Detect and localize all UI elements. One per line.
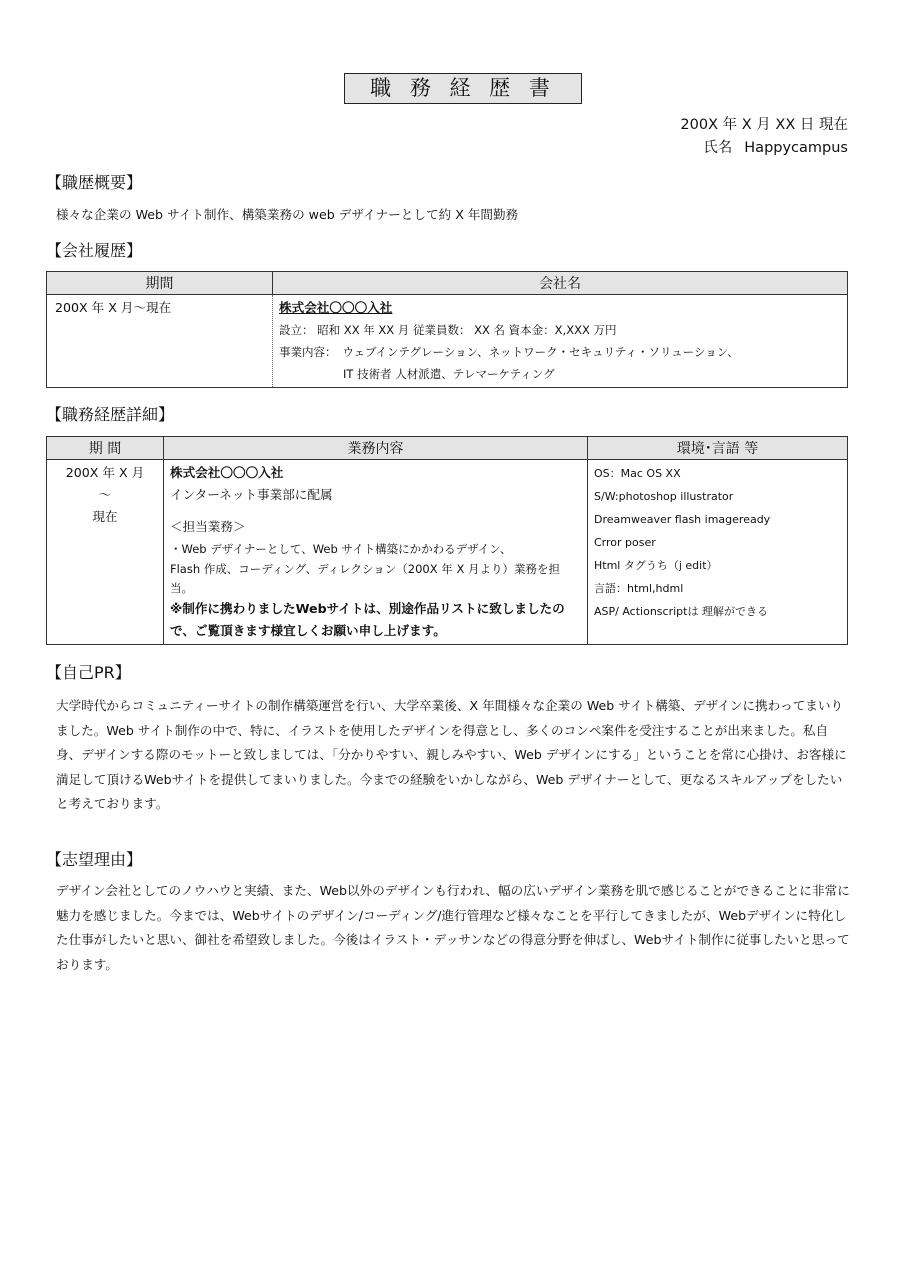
- applicant-name: [703, 136, 848, 157]
- table-row: [47, 460, 848, 645]
- col-work: 業務内容: [164, 437, 588, 460]
- env-item: Dreamweaver flash imageready: [594, 513, 771, 526]
- period-end: 現在: [92, 509, 118, 524]
- company-details: 設立： 昭和 XX 年 XX 月 従業員数： XX 名 資本金：X,XXX 万円: [279, 323, 617, 337]
- name-label: 氏名: [703, 140, 733, 156]
- business-line-1: [279, 341, 841, 363]
- company-cell: [273, 295, 848, 388]
- env-item: OS：Mac OS XX: [594, 467, 681, 480]
- period-tilde: ～: [98, 487, 112, 502]
- motivation-text: デザイン会社としてのノウハウと実績、また、Web以外のデザインも行われ、幅の広いデザイン業務を肌で感じることができることに非常に魅力を感じました。今までは、Webサイトのデザイン/コーディング/進行管理など様々なことを平行してきましたが、Webデザインに特化した仕事がしたいと思い、御社を希望致しました。今後はイラスト・デッサンなどの得意分野を伸ばし、Webサイト制作に従事したいと思っております。: [56, 883, 850, 972]
- env-item: 言語：html,hdml: [594, 582, 684, 595]
- motivation-heading: 【志望理由】: [46, 850, 143, 869]
- portfolio-note: ※制作に携わりましたWebサイトは、別途作品リストに致しましたので、ご覧頂きます様宜しくお願い申し上げます。: [170, 601, 565, 638]
- period-start: 200X 年 X 月: [65, 465, 145, 480]
- env-item: Html タグうち（j edit）: [594, 559, 718, 572]
- env-item: Crror poser: [594, 536, 656, 549]
- env-item: S/W:photoshop illustrator: [594, 490, 734, 503]
- duty-line-1: ・Web デザイナーとして、Web サイト構築にかかわるデザイン、: [170, 542, 512, 556]
- department: インターネット事業部に配属: [170, 487, 333, 502]
- company-name: 株式会社〇〇〇入社: [170, 465, 284, 480]
- table-row: [47, 295, 848, 388]
- document-title: 職 務 経 歴 書: [344, 73, 582, 104]
- env-item: ASP/ Actionscriptは 理解ができる: [594, 605, 768, 618]
- self-pr-text: 大学時代からコミュニティーサイトの制作構築運営を行い、大学卒業後、X 年間様々な企業の Web サイト構築、デザインに携わってまいりました。Web サイト制作の中で、特に、イラストを使用したデザインを得意とし、多くのコンペ案件を受注することが出来ました。私自身、デザインする際のモットーと致しましては、「分かりやすい、親しみやすい、Web デザインにする」ということを常に心掛け、お客様に満足して頂けるWebサイトを提供してまいりました。今までの経験をいかしながら、Web デザイナーとして、更なるスキルアップをしたいと考えております。: [56, 698, 847, 811]
- env-cell: [588, 460, 848, 645]
- company-history-table: [46, 271, 848, 388]
- name-value: Happycampus: [744, 140, 848, 156]
- business-text-1: ウェブインテグレーション、ネットワーク・セキュリティ・ソリューション、: [342, 345, 739, 359]
- period-cell: [47, 460, 164, 645]
- col-env: 環境･言語 等: [588, 437, 848, 460]
- job-details-heading: 【職務経歴詳細】: [46, 405, 175, 424]
- col-period: 期間: [47, 272, 273, 295]
- self-pr-heading: 【自己PR】: [46, 663, 131, 682]
- summary-heading: 【職歴概要】: [46, 173, 143, 192]
- business-line-2: IT 技術者 人材派遣、テレマーケティング: [343, 367, 555, 381]
- work-cell: [164, 460, 588, 645]
- col-company: 会社名: [273, 272, 848, 295]
- job-details-table: [46, 436, 848, 645]
- business-label: 事業内容：: [279, 345, 337, 359]
- document-date: 200X 年 X 月 XX 日 現在: [680, 117, 848, 133]
- table-header-row: [47, 437, 848, 460]
- table-header-row: [47, 272, 848, 295]
- company-history-heading: 【会社履歴】: [46, 241, 143, 260]
- summary-text: 様々な企業の Web サイト制作、構築業務の web デザイナーとして約 X 年間勤務: [56, 207, 519, 222]
- duty-heading: ＜担当業務＞: [170, 519, 246, 534]
- period-cell: 200X 年 X 月～現在: [47, 295, 273, 388]
- company-name: 株式会社〇〇〇入社: [279, 300, 393, 315]
- duty-line-2: Flash 作成、コーディング、ディレクション（200X 年 X 月より）業務を担当。: [170, 562, 560, 595]
- col-period: 期 間: [47, 437, 164, 460]
